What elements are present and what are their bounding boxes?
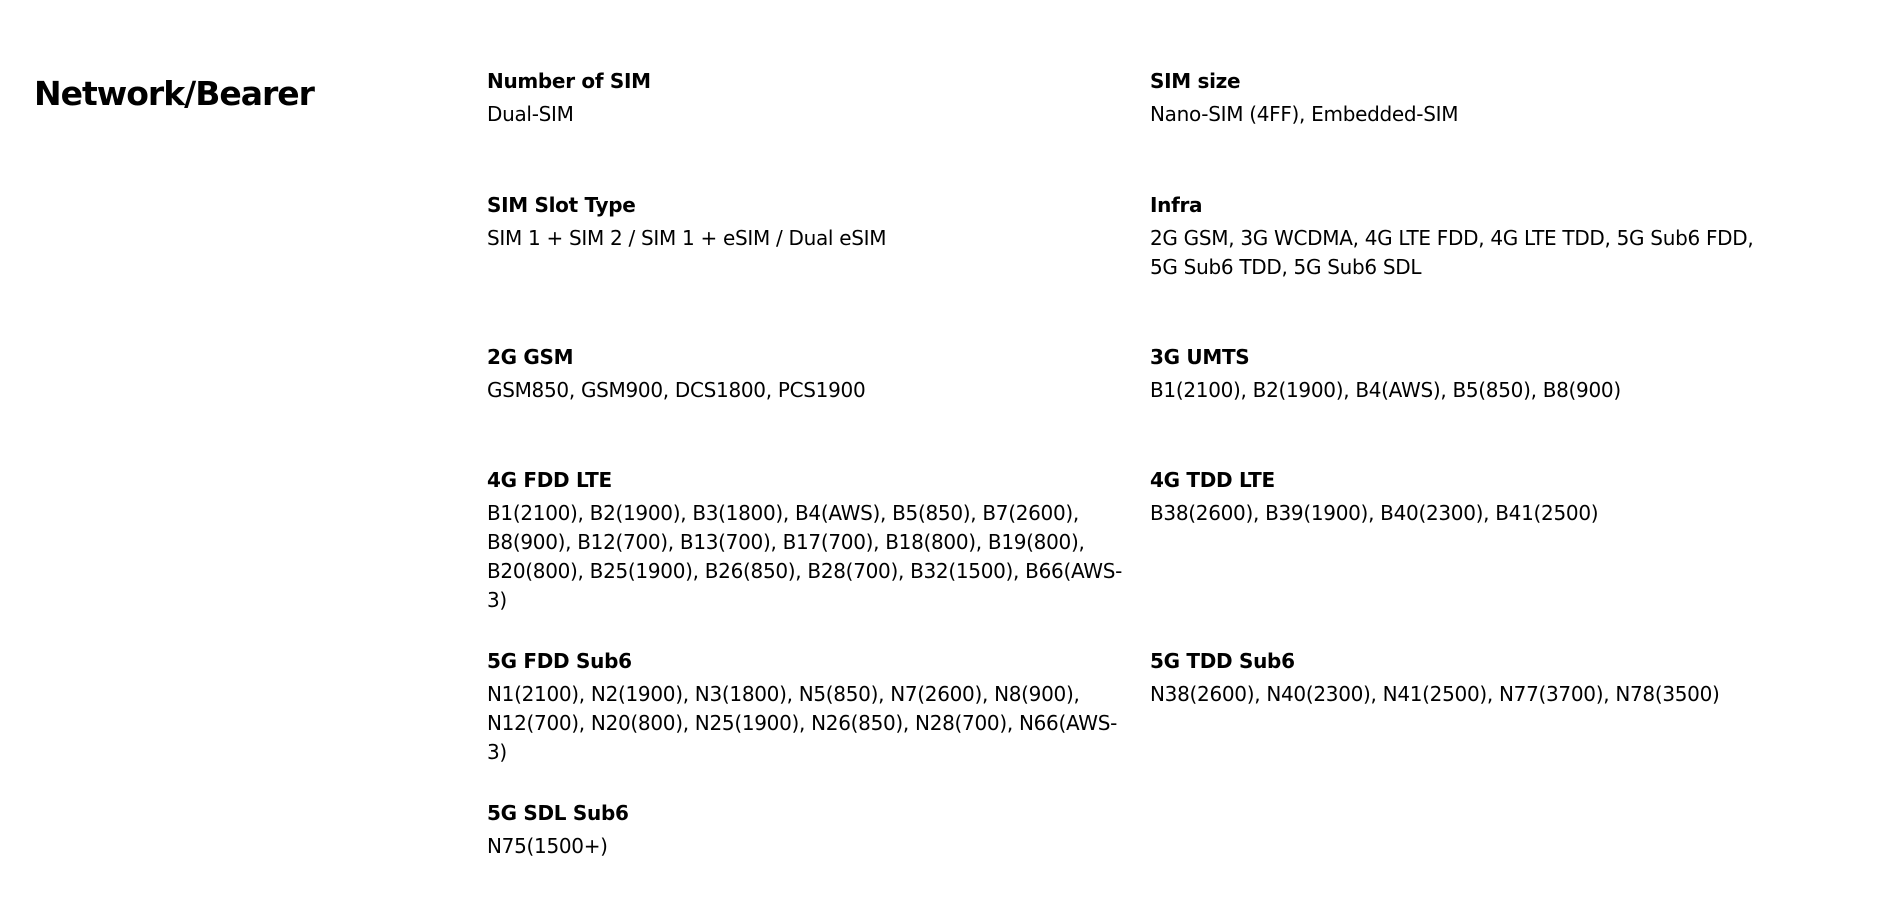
- spec-label: SIM size: [1150, 69, 1241, 93]
- section-title: Network/Bearer: [34, 74, 314, 113]
- spec-5g-tdd-sub6: [1150, 648, 1760, 709]
- spec-3g-umts: [1150, 344, 1760, 405]
- spec-4g-tdd-lte: [1150, 467, 1760, 528]
- spec-value: 2G GSM, 3G WCDMA, 4G LTE FDD, 4G LTE TDD, 5G Sub6 FDD, 5G Sub6 TDD, 5G Sub6 SDL: [1150, 226, 1754, 279]
- spec-value: B1(2100), B2(1900), B4(AWS), B5(850), B8(900): [1150, 378, 1621, 402]
- spec-label: Infra: [1150, 193, 1203, 217]
- spec-label: 4G FDD LTE: [487, 468, 612, 492]
- spec-value: N38(2600), N40(2300), N41(2500), N77(3700), N78(3500): [1150, 682, 1720, 706]
- spec-sim-size: [1150, 68, 1760, 129]
- spec-value: N1(2100), N2(1900), N3(1800), N5(850), N7(2600), N8(900), N12(700), N20(800), N25(1900), N26(850), N28(700), N66(AWS-3): [487, 682, 1118, 764]
- spec-sim-slot-type: [487, 192, 1127, 253]
- spec-value: B38(2600), B39(1900), B40(2300), B41(2500): [1150, 501, 1599, 525]
- spec-value: SIM 1 + SIM 2 / SIM 1 + eSIM / Dual eSIM: [487, 226, 887, 250]
- spec-value: Dual-SIM: [487, 102, 574, 126]
- spec-label: 5G FDD Sub6: [487, 649, 632, 673]
- spec-infra: [1150, 192, 1760, 282]
- spec-2g-gsm: [487, 344, 1127, 405]
- spec-label: 4G TDD LTE: [1150, 468, 1275, 492]
- spec-number-of-sim: [487, 68, 1127, 129]
- spec-label: SIM Slot Type: [487, 193, 636, 217]
- spec-label: 2G GSM: [487, 345, 574, 369]
- spec-value: B1(2100), B2(1900), B3(1800), B4(AWS), B5(850), B7(2600), B8(900), B12(700), B13(700), B17(700), B18(800), B19(800), B20(800), B25(1900), B26(850), B28(700), B32(1500), B66(AWS-3): [487, 501, 1123, 612]
- spec-value: N75(1500+): [487, 834, 608, 858]
- spec-label: Number of SIM: [487, 69, 651, 93]
- spec-value: GSM850, GSM900, DCS1800, PCS1900: [487, 378, 866, 402]
- spec-label: 5G TDD Sub6: [1150, 649, 1295, 673]
- spec-label: 3G UMTS: [1150, 345, 1250, 369]
- spec-label: 5G SDL Sub6: [487, 801, 629, 825]
- spec-4g-fdd-lte: [487, 467, 1127, 615]
- spec-5g-fdd-sub6: [487, 648, 1127, 767]
- spec-5g-sdl-sub6: [487, 800, 1127, 861]
- spec-value: Nano-SIM (4FF), Embedded-SIM: [1150, 102, 1459, 126]
